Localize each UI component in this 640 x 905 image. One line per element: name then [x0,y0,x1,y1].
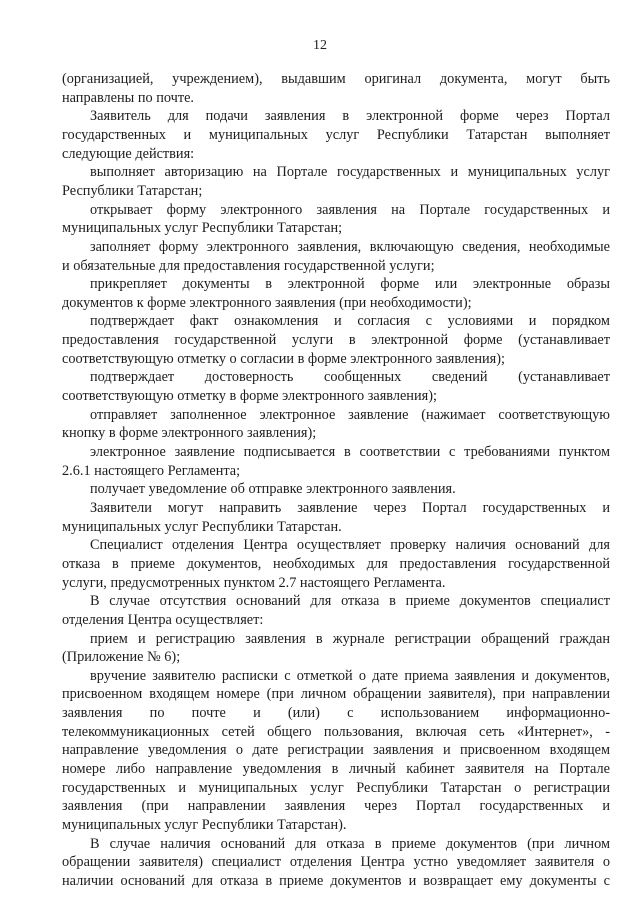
text-line: муниципальных услуг Республики Татарстан). [62,817,347,833]
text-line: отделения Центра осуществляет: [62,611,264,628]
text-line: следующие действия: [62,145,195,162]
text-line: отказа в приеме документов, необходимых для предоставления государственной [62,555,610,572]
text-line: соответствующую отметку о согласии в форме электронного заявления); [62,350,505,367]
text-line: Заявители могут направить заявление через Портал государственных и [90,499,610,516]
text-line: наличии оснований для отказа в приеме документов и возвращает ему документы с [62,872,610,889]
text-line: направлены по почте. [62,89,194,106]
text-line: документов к форме электронного заявления (при необходимости); [62,294,472,311]
text-line: получает уведомление об отправке электронного заявления. [90,481,456,498]
text-line: обращении заявителя) специалист отделения Центра устно уведомляет заявителя о [62,854,610,871]
text-line: открывает форму электронного заявления на Портале государственных и [90,201,610,218]
page-number: 12 [313,38,327,53]
text-line: кнопку в форме электронного заявления); [62,425,317,442]
text-line: Специалист отделения Центра осуществляет проверку наличия оснований для [90,537,610,554]
text-line: (Приложение № 6); [62,649,181,666]
text-line: прием и регистрацию заявления в журнале регистрации обращений граждан [90,630,610,647]
text-line: прикрепляет документы в электронной форме или электронные образы [90,276,610,293]
text-line: присвоенном входящем номере (при личном обращении заявителя), при направлении [62,686,610,703]
text-line: Республики Татарстан; [62,182,203,199]
text-line: заявления (при направлении заявления через Портал государственных и [62,798,610,815]
text-line: Заявитель для подачи заявления в электронной форме через Портал [90,108,610,125]
text-line: подтверждает достоверность сообщенных сведений (устанавливает [90,369,610,386]
text-line: выполняет авторизацию на Портале государственных и муниципальных услуг [90,164,610,181]
text-line: государственных и муниципальных услуг Республики Татарстан о регистрации [62,779,610,796]
text-line: В случае наличия оснований для отказа в приеме документов (при личном [90,835,610,852]
text-line: отправляет заполненное электронное заявление (нажимает соответствующую [90,406,610,423]
text-line: и обязательные для предоставления государственной услуги; [62,257,435,274]
text-line: (организацией, учреждением), выдавшим оригинал документа, могут быть [62,71,610,87]
text-line: муниципальных услуг Республики Татарстан. [62,518,342,535]
text-line: подтверждает факт ознакомления и согласия с условиями и порядком [90,313,610,330]
text-line: номере либо направление уведомления в личный кабинет заявителя на Портале [62,761,610,778]
text-line: телекоммуникационных сетей общего пользования, включая сеть «Интернет», - [62,723,610,740]
text-line: заполняет форму электронного заявления, включающую сведения, необходимые [90,238,610,255]
text-line: соответствующую отметку в форме электронного заявления); [62,388,437,405]
text-line: вручение заявителю расписки с отметкой о дате приема заявления и документов, [90,667,610,684]
text-line: электронное заявление подписывается в соответствии с требованиями пунктом [90,444,610,460]
text-line: 2.6.1 настоящего Регламента; [62,462,241,479]
text-line: услуги, предусмотренных пунктом 2.7 настоящего Регламента. [62,574,446,591]
text-line: государственных и муниципальных услуг Республики Татарстан выполняет [62,126,610,143]
text-line: В случае отсутствия оснований для отказа в приеме документов специалист [90,593,610,610]
text-line: муниципальных услуг Республики Татарстан; [62,220,343,237]
text-line: направление уведомления о дате регистрации заявления и присвоенном входящем [62,742,610,759]
text-line: заявления по почте и (или) с использованием информационно- [62,705,610,722]
text-line: предоставления государственной услуги в электронной форме (устанавливает [62,332,610,349]
